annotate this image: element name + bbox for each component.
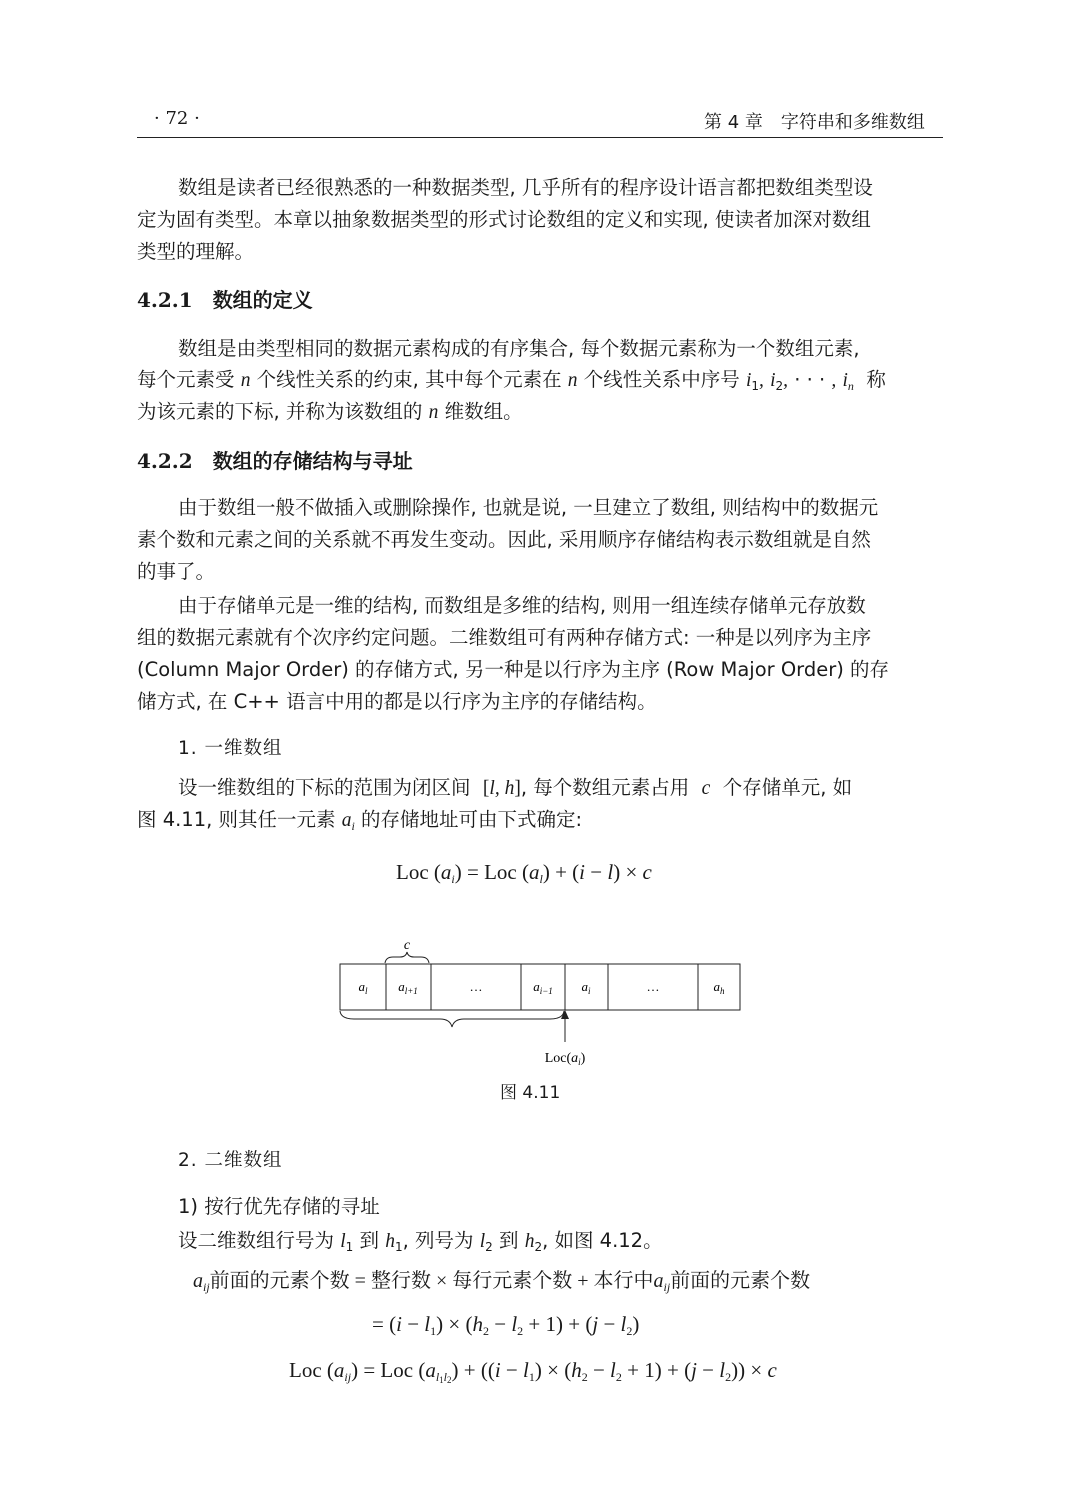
- chapter-title: 字符串和多维数组: [780, 112, 925, 133]
- top-brace: [385, 952, 429, 963]
- pointer-label: $Loc(a_i)$: [544, 1051, 586, 1067]
- running-head: [704, 108, 925, 134]
- figure-4-11: [330, 932, 750, 1074]
- two-dim-heading: 2. 二维数组: [178, 1150, 283, 1171]
- section-heading-4-2-1: [137, 284, 313, 313]
- bottom-brace: [340, 1011, 564, 1027]
- intro-line: 数组是读者已经很熟悉的一种数据类型, 几乎所有的程序设计语言都把数组类型设: [178, 176, 873, 199]
- intro-line: 类型的理解。: [137, 240, 255, 263]
- storage-line: 组的数据元素就有个次序约定问题。二维数组可有两种存储方式: 一种是以列序为主序: [137, 626, 872, 649]
- section-title: 数组的定义: [212, 288, 313, 312]
- storage-line: 素个数和元素之间的关系就不再发生变动。因此, 采用顺序存储结构表示数组就是自然: [137, 528, 871, 551]
- brace-label: c: [403, 938, 411, 953]
- one-dim-heading: 1. 一维数组: [178, 738, 283, 759]
- definition-line: 数组是由类型相同的数据元素构成的有序集合, 每个数据元素称为一个数组元素,: [178, 337, 860, 360]
- row-major-heading: 1) 按行优先存储的寻址: [178, 1195, 380, 1218]
- section-title: 数组的存储结构与寻址: [212, 449, 413, 473]
- section-number: 4.2.1: [137, 288, 193, 312]
- section-number: 4.2.2: [137, 449, 193, 473]
- cell-ellipsis-2: …: [646, 979, 660, 994]
- row-major-line: 设二维数组行号为 $l_1$ 到 $h_1$, 列号为 $l_2$ 到 $h_2$, 如图 4.12。: [178, 1229, 663, 1254]
- storage-line: (Column Major Order) 的存储方式, 另一种是以行序为主序 (Row Major Order) 的存: [137, 658, 890, 681]
- storage-line: 由于数组一般不做插入或删除操作, 也就是说, 一旦建立了数组, 则结构中的数据元: [178, 496, 879, 519]
- header-rule: [137, 137, 943, 138]
- cell-a-h: $a_h$: [713, 979, 725, 996]
- eq-count-line-2: = $(i - l_1) \times (h_2 - l_2 + 1) + (j - l_2)$: [372, 1312, 640, 1338]
- cell-a-i: $a_i$: [581, 979, 591, 996]
- definition-line: 为该元素的下标, 并称为该数组的 n 维数组。: [137, 400, 523, 423]
- definition-line: 每个元素受 n 个线性关系的约束, 其中每个元素在 n 个线性关系中序号 $i_1$, $i_2$, · · · , $i_n$ 称: [137, 368, 886, 393]
- intro-line: 定为固有类型。本章以抽象数据类型的形式讨论数组的定义和实现, 使读者加深对数组: [137, 208, 871, 231]
- loc-formula: Loc $(a_i)$ = Loc $(a_l) + (i - l) \times c$: [396, 860, 652, 886]
- eq-loc-2d: Loc $(a_{ij})$ = Loc $(a_{l_1l_2}) + ((i - l_1) \times (h_2 - l_2 + 1) + (j - l_2)) \times c$: [289, 1358, 777, 1385]
- cell-a-l-plus-1: $a_{l+1}$: [398, 979, 418, 996]
- storage-line: 的事了。: [137, 560, 216, 583]
- page-number: · 72 ·: [154, 108, 200, 129]
- storage-line: 由于存储单元是一维的结构, 而数组是多维的结构, 则用一组连续存储单元存放数: [178, 594, 866, 617]
- cell-ellipsis-1: …: [469, 979, 483, 994]
- cell-a-i-minus-1: $a_{i-1}$: [533, 979, 553, 996]
- one-dim-line: 设一维数组的下标的范围为闭区间 [l, h], 每个数组元素占用 c 个存储单元, 如: [178, 776, 853, 799]
- cell-a-l: $a_l$: [358, 979, 368, 996]
- storage-line: 储方式, 在 C++ 语言中用的都是以行序为主序的存储结构。: [137, 690, 657, 713]
- eq-count-line-1: $a_{ij}$前面的元素个数 = 整行数 × 每行元素个数 + 本行中$a_{ij}$前面的元素个数: [193, 1270, 811, 1294]
- section-heading-4-2-2: [137, 445, 413, 474]
- figure-caption: 图 4.11: [500, 1083, 561, 1103]
- chapter-number: 第 4 章: [704, 112, 763, 133]
- one-dim-line: 图 4.11, 则其任一元素 $a_i$ 的存储地址可由下式确定:: [137, 808, 583, 833]
